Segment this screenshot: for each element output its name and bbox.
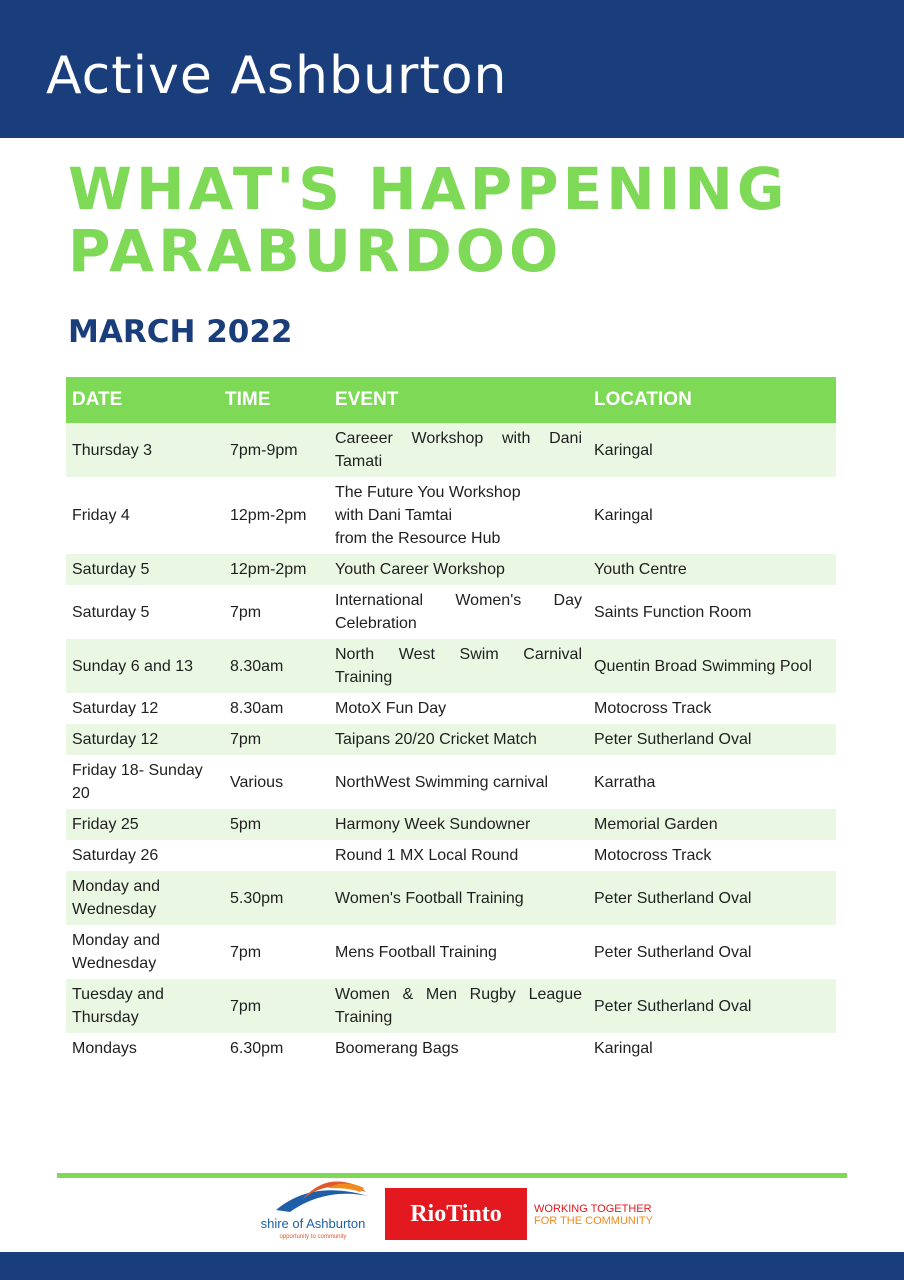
event-name: Women & Men Rugby League Training: [329, 979, 588, 1033]
event-time: Various: [230, 773, 284, 791]
event-date: Saturday 5: [72, 603, 150, 621]
shire-swoosh-icon: [268, 1180, 372, 1214]
event-location: Karratha: [594, 773, 656, 791]
event-name: [329, 477, 588, 554]
column-header-date: DATE: [66, 377, 219, 423]
event-time: 8.30am: [219, 639, 329, 693]
event-name: Youth Career Workshop: [329, 554, 588, 585]
rio-tinto-logo: RioTinto: [385, 1188, 527, 1240]
event-time: 12pm-2pm: [219, 554, 329, 585]
event-time: 7pm-9pm: [219, 423, 329, 477]
event-location: Peter Sutherland Oval: [588, 979, 836, 1033]
brand-title: Active Ashburton: [46, 46, 508, 106]
event-time: 5.30pm: [219, 871, 329, 925]
event-date: Saturday 26: [72, 847, 159, 864]
table-row: [66, 477, 836, 554]
event-name: MotoX Fun Day: [335, 700, 447, 717]
footer-bar: [0, 1252, 904, 1280]
footer-divider: [57, 1173, 847, 1178]
event-location: Youth Centre: [588, 554, 836, 585]
event-location: Peter Sutherland Oval: [594, 943, 752, 961]
event-date: Saturday 12: [72, 700, 159, 717]
event-date: Monday and Wednesday: [66, 871, 219, 925]
table-row: [66, 840, 836, 871]
event-date: Friday 4: [72, 507, 130, 524]
event-date: Saturday 5: [66, 554, 219, 585]
event-date: Sunday 6 and 13: [66, 639, 219, 693]
table-row: [66, 554, 836, 585]
table-row: [66, 755, 836, 809]
partner-tagline-line-2: FOR THE COMMUNITY: [534, 1215, 653, 1227]
event-date: Friday 25: [66, 809, 219, 840]
event-location: Quentin Broad Swimming Pool: [588, 639, 836, 693]
page-headline: [68, 155, 789, 285]
table-row: [66, 639, 836, 693]
event-name: North West Swim Carnival Training: [329, 639, 588, 693]
event-time: [219, 840, 329, 871]
event-name: Mens Football Training: [335, 943, 497, 961]
header-bar: [0, 0, 904, 138]
event-name: International Women's Day Celebration: [335, 592, 582, 632]
event-location: Peter Sutherland Oval: [588, 871, 836, 925]
table-row: [66, 423, 836, 477]
event-time: 12pm-2pm: [230, 507, 307, 524]
table-header-row: [66, 377, 836, 423]
column-header-event: EVENT: [329, 377, 588, 423]
event-time: 7pm: [230, 603, 262, 621]
event-date: Mondays: [72, 1040, 137, 1057]
shire-of-ashburton-logo: [244, 1180, 376, 1244]
event-name: NorthWest Swimming carnival: [335, 773, 549, 791]
event-time: 7pm: [219, 979, 329, 1033]
event-location: Memorial Garden: [588, 809, 836, 840]
event-name: Round 1 MX Local Round: [335, 847, 519, 864]
event-date: Monday and Wednesday: [72, 932, 161, 972]
column-header-location: LOCATION: [588, 377, 836, 423]
event-name: Women's Football Training: [329, 871, 588, 925]
headline-line-1: WHAT'S HAPPENING: [68, 155, 789, 223]
event-location: Peter Sutherland Oval: [588, 724, 836, 755]
event-date: Thursday 3: [66, 423, 219, 477]
table-row: [66, 1033, 836, 1064]
table-row: [66, 724, 836, 755]
event-time: 8.30am: [230, 700, 284, 717]
column-header-time: TIME: [219, 377, 329, 423]
event-date: Saturday 12: [66, 724, 219, 755]
event-date: Friday 18- Sunday 20: [72, 762, 203, 802]
event-location: Motocross Track: [594, 847, 712, 864]
partner-tagline: [534, 1203, 684, 1227]
event-name: Taipans 20/20 Cricket Match: [329, 724, 588, 755]
event-time: 7pm: [219, 724, 329, 755]
event-location: Karingal: [594, 507, 653, 524]
table-row: [66, 979, 836, 1033]
event-time: 5pm: [219, 809, 329, 840]
headline-line-2: PARABURDOO: [68, 217, 563, 285]
event-name-line: from the Resource Hub: [335, 530, 501, 547]
event-time: 7pm: [230, 943, 262, 961]
event-name: Careeer Workshop with Dani Tamati: [329, 423, 588, 477]
table-row: [66, 871, 836, 925]
table-row: [66, 809, 836, 840]
event-location: Motocross Track: [594, 700, 712, 717]
event-time: 6.30pm: [230, 1040, 284, 1057]
shire-logo-tagline: opportunity to community: [279, 1234, 347, 1240]
event-location: Karingal: [594, 1040, 653, 1057]
shire-logo-name: shire of Ashburton: [260, 1216, 366, 1231]
table-row: [66, 585, 836, 639]
event-name-line: The Future You Workshop: [335, 484, 521, 501]
event-date: Tuesday and Thursday: [66, 979, 219, 1033]
events-table: [66, 377, 836, 1064]
event-name-line: with Dani Tamtai: [335, 507, 453, 524]
events-table-body: [66, 423, 836, 1064]
event-location: Karingal: [588, 423, 836, 477]
table-row: [66, 693, 836, 724]
event-name: Boomerang Bags: [335, 1040, 459, 1057]
table-row: [66, 925, 836, 979]
event-name: Harmony Week Sundowner: [329, 809, 588, 840]
event-location: Saints Function Room: [594, 603, 752, 621]
month-heading: MARCH 2022: [68, 314, 293, 350]
partner-tagline-line-1: WORKING TOGETHER: [534, 1203, 652, 1215]
